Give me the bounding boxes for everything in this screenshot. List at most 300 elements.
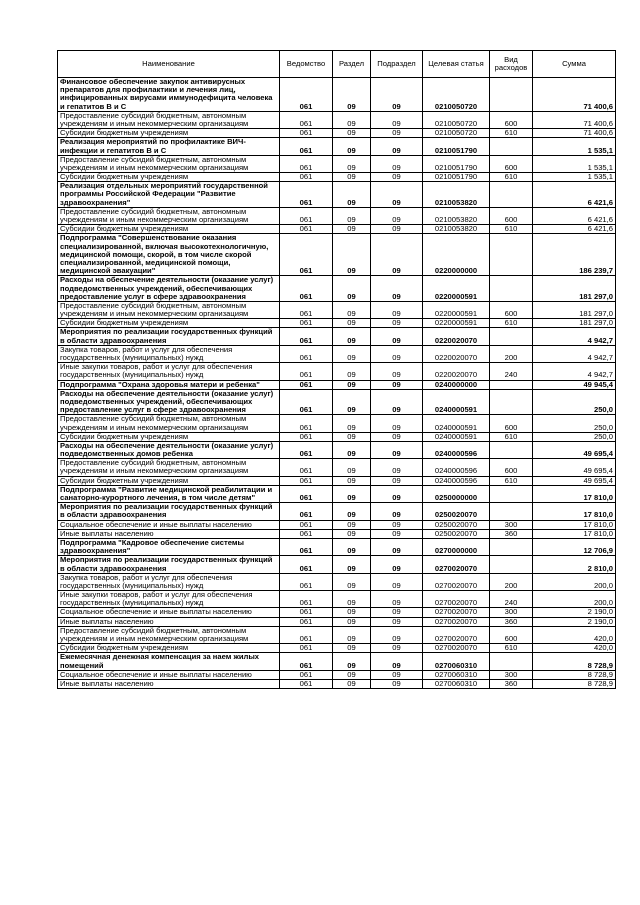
cell-kind [490, 328, 533, 345]
cell-subsection: 09 [371, 225, 423, 234]
cell-sum: 8 728,9 [533, 679, 616, 688]
cell-name: Реализация мероприятий по профилактике ВИЧ-инфекции и гепатитов В и С [58, 138, 280, 155]
cell-dept: 061 [280, 617, 333, 626]
cell-section: 09 [333, 234, 371, 276]
cell-section: 09 [333, 529, 371, 538]
cell-target: 0240000591 [423, 432, 490, 441]
cell-dept: 061 [280, 111, 333, 128]
cell-subsection: 09 [371, 432, 423, 441]
cell-name: Закупка товаров, работ и услуг для обеспечения государственных (муниципальных) нужд [58, 573, 280, 590]
cell-name: Субсидии бюджетным учреждениям [58, 225, 280, 234]
cell-subsection: 09 [371, 389, 423, 415]
table-row [58, 432, 616, 441]
cell-dept: 061 [280, 363, 333, 380]
budget-table [57, 50, 616, 689]
table-body [58, 78, 616, 689]
cell-dept: 061 [280, 670, 333, 679]
cell-sum: 6 421,6 [533, 207, 616, 224]
cell-subsection: 09 [371, 111, 423, 128]
cell-kind: 610 [490, 319, 533, 328]
cell-target: 0270020070 [423, 608, 490, 617]
cell-target: 0220000591 [423, 301, 490, 318]
cell-kind: 300 [490, 670, 533, 679]
cell-sum: 250,0 [533, 432, 616, 441]
cell-dept: 061 [280, 591, 333, 608]
header-dept: Ведомство [280, 51, 333, 78]
table-row [58, 234, 616, 276]
cell-kind: 610 [490, 129, 533, 138]
cell-target: 0270020070 [423, 644, 490, 653]
cell-sum: 250,0 [533, 415, 616, 432]
cell-subsection: 09 [371, 476, 423, 485]
table-row [58, 328, 616, 345]
cell-dept: 061 [280, 155, 333, 172]
cell-subsection: 09 [371, 573, 423, 590]
cell-target: 0250000000 [423, 485, 490, 502]
cell-dept: 061 [280, 380, 333, 389]
table-row [58, 503, 616, 520]
cell-kind: 600 [490, 301, 533, 318]
header-target: Целевая статья [423, 51, 490, 78]
cell-section: 09 [333, 345, 371, 362]
cell-target: 0270020070 [423, 626, 490, 643]
cell-target: 0270000000 [423, 538, 490, 555]
cell-section: 09 [333, 459, 371, 476]
cell-section: 09 [333, 301, 371, 318]
cell-name: Социальное обеспечение и иные выплаты населению [58, 608, 280, 617]
table-row [58, 617, 616, 626]
cell-sum: 181 297,0 [533, 301, 616, 318]
cell-subsection: 09 [371, 644, 423, 653]
cell-subsection: 09 [371, 653, 423, 670]
cell-dept: 061 [280, 573, 333, 590]
cell-section: 09 [333, 573, 371, 590]
cell-kind [490, 441, 533, 458]
table-row [58, 608, 616, 617]
cell-subsection: 09 [371, 276, 423, 302]
cell-dept: 061 [280, 441, 333, 458]
cell-subsection: 09 [371, 679, 423, 688]
cell-section: 09 [333, 503, 371, 520]
cell-section: 09 [333, 538, 371, 555]
cell-dept: 061 [280, 653, 333, 670]
table-row [58, 485, 616, 502]
cell-section: 09 [333, 182, 371, 208]
cell-dept: 061 [280, 78, 333, 112]
table-row [58, 301, 616, 318]
cell-dept: 061 [280, 476, 333, 485]
cell-name: Субсидии бюджетным учреждениям [58, 129, 280, 138]
cell-name: Закупка товаров, работ и услуг для обеспечения государственных (муниципальных) нужд [58, 345, 280, 362]
table-row [58, 644, 616, 653]
cell-kind [490, 538, 533, 555]
cell-subsection: 09 [371, 538, 423, 555]
table-row [58, 129, 616, 138]
cell-subsection: 09 [371, 182, 423, 208]
cell-dept: 061 [280, 301, 333, 318]
cell-target: 0210050720 [423, 78, 490, 112]
cell-kind: 360 [490, 529, 533, 538]
cell-kind: 600 [490, 626, 533, 643]
cell-section: 09 [333, 679, 371, 688]
cell-subsection: 09 [371, 485, 423, 502]
cell-subsection: 09 [371, 301, 423, 318]
cell-target: 0270060310 [423, 653, 490, 670]
cell-sum: 250,0 [533, 389, 616, 415]
cell-dept: 061 [280, 234, 333, 276]
cell-sum: 200,0 [533, 591, 616, 608]
cell-subsection: 09 [371, 520, 423, 529]
cell-sum: 17 810,0 [533, 503, 616, 520]
table-row [58, 225, 616, 234]
cell-sum: 71 400,6 [533, 111, 616, 128]
cell-target: 0250020070 [423, 520, 490, 529]
cell-section: 09 [333, 644, 371, 653]
cell-dept: 061 [280, 276, 333, 302]
cell-section: 09 [333, 626, 371, 643]
cell-name: Предоставление субсидий бюджетным, автономным учреждениям и иным некоммерческим организациям [58, 111, 280, 128]
cell-sum: 181 297,0 [533, 276, 616, 302]
cell-subsection: 09 [371, 529, 423, 538]
header-kind: Вид расходов [490, 51, 533, 78]
cell-kind: 610 [490, 225, 533, 234]
cell-target: 0210053820 [423, 225, 490, 234]
cell-target: 0220000000 [423, 234, 490, 276]
cell-sum: 6 421,6 [533, 225, 616, 234]
header-sum: Сумма [533, 51, 616, 78]
cell-name: Подпрограмма "Кадровое обеспечение системы здравоохранения" [58, 538, 280, 555]
cell-kind [490, 276, 533, 302]
cell-sum: 4 942,7 [533, 328, 616, 345]
cell-kind: 200 [490, 573, 533, 590]
cell-dept: 061 [280, 415, 333, 432]
table-row [58, 679, 616, 688]
cell-sum: 1 535,1 [533, 138, 616, 155]
cell-sum: 49 695,4 [533, 459, 616, 476]
cell-sum: 4 942,7 [533, 363, 616, 380]
cell-kind: 610 [490, 476, 533, 485]
cell-section: 09 [333, 520, 371, 529]
cell-target: 0220000591 [423, 276, 490, 302]
cell-name: Реализация отдельных мероприятий государственной программы Российской Федерации "Развитие здравоохранения" [58, 182, 280, 208]
header-name: Наименование [58, 51, 280, 78]
cell-section: 09 [333, 111, 371, 128]
cell-target: 0270020070 [423, 591, 490, 608]
cell-section: 09 [333, 608, 371, 617]
table-row [58, 363, 616, 380]
cell-subsection: 09 [371, 626, 423, 643]
cell-name: Подпрограмма "Охрана здоровья матери и ребенка" [58, 380, 280, 389]
cell-subsection: 09 [371, 78, 423, 112]
cell-kind [490, 182, 533, 208]
table-row [58, 670, 616, 679]
table-row [58, 78, 616, 112]
cell-target: 0210051790 [423, 138, 490, 155]
table-header [58, 51, 616, 78]
cell-kind [490, 485, 533, 502]
cell-sum: 2 810,0 [533, 556, 616, 573]
cell-section: 09 [333, 653, 371, 670]
cell-subsection: 09 [371, 173, 423, 182]
cell-name: Иные закупки товаров, работ и услуг для обеспечения государственных (муниципальных) нужд [58, 363, 280, 380]
cell-dept: 061 [280, 328, 333, 345]
cell-kind: 600 [490, 459, 533, 476]
cell-target: 0240000591 [423, 389, 490, 415]
cell-dept: 061 [280, 225, 333, 234]
cell-section: 09 [333, 78, 371, 112]
cell-dept: 061 [280, 485, 333, 502]
cell-subsection: 09 [371, 345, 423, 362]
header-row [58, 51, 616, 78]
cell-name: Субсидии бюджетным учреждениям [58, 319, 280, 328]
cell-dept: 061 [280, 626, 333, 643]
cell-sum: 2 190,0 [533, 608, 616, 617]
cell-name: Подпрограмма "Развитие медицинской реабилитации и санаторно-курортного лечения, в том числе детям" [58, 485, 280, 502]
cell-name: Подпрограмма "Совершенствование оказания специализированной, включая высокотехнологичную, медицинской помощи, скорой, в том числе скорой специализированной, медицинской помощи, медицинской эвакуации" [58, 234, 280, 276]
cell-subsection: 09 [371, 503, 423, 520]
cell-section: 09 [333, 617, 371, 626]
table-row [58, 476, 616, 485]
cell-section: 09 [333, 328, 371, 345]
cell-section: 09 [333, 476, 371, 485]
cell-name: Мероприятия по реализации государственных функций в области здравоохранения [58, 328, 280, 345]
cell-dept: 061 [280, 459, 333, 476]
cell-name: Предоставление субсидий бюджетным, автономным учреждениям и иным некоммерческим организациям [58, 626, 280, 643]
cell-section: 09 [333, 380, 371, 389]
cell-kind: 600 [490, 155, 533, 172]
cell-sum: 17 810,0 [533, 485, 616, 502]
cell-section: 09 [333, 319, 371, 328]
table-row [58, 529, 616, 538]
cell-section: 09 [333, 670, 371, 679]
cell-kind [490, 380, 533, 389]
cell-target: 0220000591 [423, 319, 490, 328]
cell-section: 09 [333, 591, 371, 608]
cell-name: Предоставление субсидий бюджетным, автономным учреждениям и иным некоммерческим организациям [58, 207, 280, 224]
cell-name: Предоставление субсидий бюджетным, автономным учреждениям и иным некоммерческим организациям [58, 301, 280, 318]
cell-target: 0270020070 [423, 617, 490, 626]
cell-name: Социальное обеспечение и иные выплаты населению [58, 670, 280, 679]
table-row [58, 319, 616, 328]
table-row [58, 591, 616, 608]
cell-section: 09 [333, 225, 371, 234]
cell-sum: 200,0 [533, 573, 616, 590]
cell-subsection: 09 [371, 441, 423, 458]
cell-target: 0210050720 [423, 111, 490, 128]
cell-target: 0270060310 [423, 670, 490, 679]
cell-section: 09 [333, 389, 371, 415]
cell-subsection: 09 [371, 319, 423, 328]
cell-target: 0220020070 [423, 363, 490, 380]
table-row [58, 173, 616, 182]
table-row [58, 573, 616, 590]
cell-subsection: 09 [371, 415, 423, 432]
cell-name: Иные выплаты населению [58, 617, 280, 626]
cell-section: 09 [333, 415, 371, 432]
cell-kind: 360 [490, 617, 533, 626]
cell-subsection: 09 [371, 617, 423, 626]
cell-name: Мероприятия по реализации государственных функций в области здравоохранения [58, 556, 280, 573]
cell-subsection: 09 [371, 129, 423, 138]
cell-dept: 061 [280, 520, 333, 529]
cell-kind: 610 [490, 644, 533, 653]
cell-name: Иные выплаты населению [58, 679, 280, 688]
cell-name: Субсидии бюджетным учреждениям [58, 432, 280, 441]
cell-section: 09 [333, 556, 371, 573]
cell-sum: 71 400,6 [533, 129, 616, 138]
header-section: Раздел [333, 51, 371, 78]
cell-target: 0210051790 [423, 155, 490, 172]
table-row [58, 182, 616, 208]
cell-kind [490, 503, 533, 520]
cell-target: 0270060310 [423, 679, 490, 688]
cell-dept: 061 [280, 345, 333, 362]
cell-sum: 49 945,4 [533, 380, 616, 389]
table-row [58, 155, 616, 172]
cell-section: 09 [333, 173, 371, 182]
cell-sum: 4 942,7 [533, 345, 616, 362]
table-row [58, 459, 616, 476]
cell-name: Финансовое обеспечение закупок антивирусных препаратов для профилактики и лечения лиц, инфицированных вирусами иммунодефицита человека и гепатитов В и С [58, 78, 280, 112]
cell-subsection: 09 [371, 591, 423, 608]
table-row [58, 138, 616, 155]
cell-sum: 12 706,9 [533, 538, 616, 555]
cell-sum: 1 535,1 [533, 173, 616, 182]
table-row [58, 556, 616, 573]
cell-target: 0220020070 [423, 328, 490, 345]
cell-name: Предоставление субсидий бюджетным, автономным учреждениям и иным некоммерческим организациям [58, 459, 280, 476]
table-row [58, 441, 616, 458]
table-row [58, 207, 616, 224]
cell-dept: 061 [280, 182, 333, 208]
cell-sum: 420,0 [533, 644, 616, 653]
cell-sum: 181 297,0 [533, 319, 616, 328]
cell-target: 0250020070 [423, 503, 490, 520]
cell-kind [490, 138, 533, 155]
cell-dept: 061 [280, 529, 333, 538]
cell-dept: 061 [280, 556, 333, 573]
cell-dept: 061 [280, 432, 333, 441]
cell-name: Иные закупки товаров, работ и услуг для обеспечения государственных (муниципальных) нужд [58, 591, 280, 608]
cell-sum: 8 728,9 [533, 653, 616, 670]
cell-target: 0210053820 [423, 182, 490, 208]
cell-section: 09 [333, 276, 371, 302]
cell-dept: 061 [280, 319, 333, 328]
cell-name: Субсидии бюджетным учреждениям [58, 173, 280, 182]
cell-section: 09 [333, 441, 371, 458]
cell-name: Ежемесячная денежная компенсация за наем жилых помещений [58, 653, 280, 670]
table-row [58, 520, 616, 529]
cell-kind: 240 [490, 363, 533, 380]
cell-target: 0220020070 [423, 345, 490, 362]
cell-kind: 610 [490, 173, 533, 182]
cell-kind: 610 [490, 432, 533, 441]
cell-section: 09 [333, 363, 371, 380]
cell-section: 09 [333, 485, 371, 502]
cell-name: Расходы на обеспечение деятельности (оказание услуг) подведомственных домов ребенка [58, 441, 280, 458]
cell-subsection: 09 [371, 138, 423, 155]
cell-kind: 600 [490, 111, 533, 128]
cell-kind: 200 [490, 345, 533, 362]
cell-kind: 240 [490, 591, 533, 608]
cell-sum: 6 421,6 [533, 182, 616, 208]
cell-name: Расходы на обеспечение деятельности (оказание услуг) подведомственных учреждений, обеспечивающих предоставление услуг в сфере здравоохранения [58, 276, 280, 302]
cell-kind: 300 [490, 520, 533, 529]
cell-sum: 17 810,0 [533, 520, 616, 529]
table-row [58, 415, 616, 432]
cell-name: Предоставление субсидий бюджетным, автономным учреждениям и иным некоммерческим организациям [58, 155, 280, 172]
cell-dept: 061 [280, 679, 333, 688]
cell-target: 0210050720 [423, 129, 490, 138]
cell-name: Предоставление субсидий бюджетным, автономным учреждениям и иным некоммерческим организациям [58, 415, 280, 432]
cell-subsection: 09 [371, 234, 423, 276]
cell-subsection: 09 [371, 155, 423, 172]
cell-sum: 71 400,6 [533, 78, 616, 112]
cell-target: 0270020070 [423, 573, 490, 590]
cell-target: 0210051790 [423, 173, 490, 182]
cell-target: 0240000596 [423, 476, 490, 485]
cell-kind [490, 653, 533, 670]
cell-subsection: 09 [371, 328, 423, 345]
cell-sum: 49 695,4 [533, 441, 616, 458]
cell-target: 0250020070 [423, 529, 490, 538]
cell-section: 09 [333, 207, 371, 224]
cell-section: 09 [333, 155, 371, 172]
cell-name: Расходы на обеспечение деятельности (оказание услуг) подведомственных учреждений, обеспечивающих предоставление услуг в сфере здравоохранения [58, 389, 280, 415]
cell-dept: 061 [280, 503, 333, 520]
cell-subsection: 09 [371, 207, 423, 224]
cell-sum: 49 695,4 [533, 476, 616, 485]
cell-kind: 300 [490, 608, 533, 617]
cell-target: 0210053820 [423, 207, 490, 224]
cell-target: 0240000596 [423, 441, 490, 458]
cell-dept: 061 [280, 644, 333, 653]
cell-sum: 17 810,0 [533, 529, 616, 538]
cell-sum: 8 728,9 [533, 670, 616, 679]
cell-dept: 061 [280, 173, 333, 182]
cell-subsection: 09 [371, 380, 423, 389]
cell-subsection: 09 [371, 459, 423, 476]
cell-dept: 061 [280, 129, 333, 138]
cell-kind: 600 [490, 207, 533, 224]
table-row [58, 276, 616, 302]
cell-sum: 2 190,0 [533, 617, 616, 626]
table-row [58, 380, 616, 389]
cell-subsection: 09 [371, 670, 423, 679]
cell-dept: 061 [280, 538, 333, 555]
cell-name: Социальное обеспечение и иные выплаты населению [58, 520, 280, 529]
cell-subsection: 09 [371, 363, 423, 380]
cell-target: 0240000591 [423, 415, 490, 432]
cell-target: 0240000000 [423, 380, 490, 389]
cell-name: Иные выплаты населению [58, 529, 280, 538]
cell-subsection: 09 [371, 608, 423, 617]
cell-target: 0270020070 [423, 556, 490, 573]
cell-dept: 061 [280, 389, 333, 415]
cell-dept: 061 [280, 138, 333, 155]
cell-section: 09 [333, 432, 371, 441]
cell-subsection: 09 [371, 556, 423, 573]
table-row [58, 389, 616, 415]
table-row [58, 345, 616, 362]
cell-kind [490, 389, 533, 415]
cell-kind: 360 [490, 679, 533, 688]
table-row [58, 111, 616, 128]
cell-target: 0240000596 [423, 459, 490, 476]
cell-sum: 420,0 [533, 626, 616, 643]
cell-name: Субсидии бюджетным учреждениям [58, 476, 280, 485]
header-subsection: Подраздел [371, 51, 423, 78]
